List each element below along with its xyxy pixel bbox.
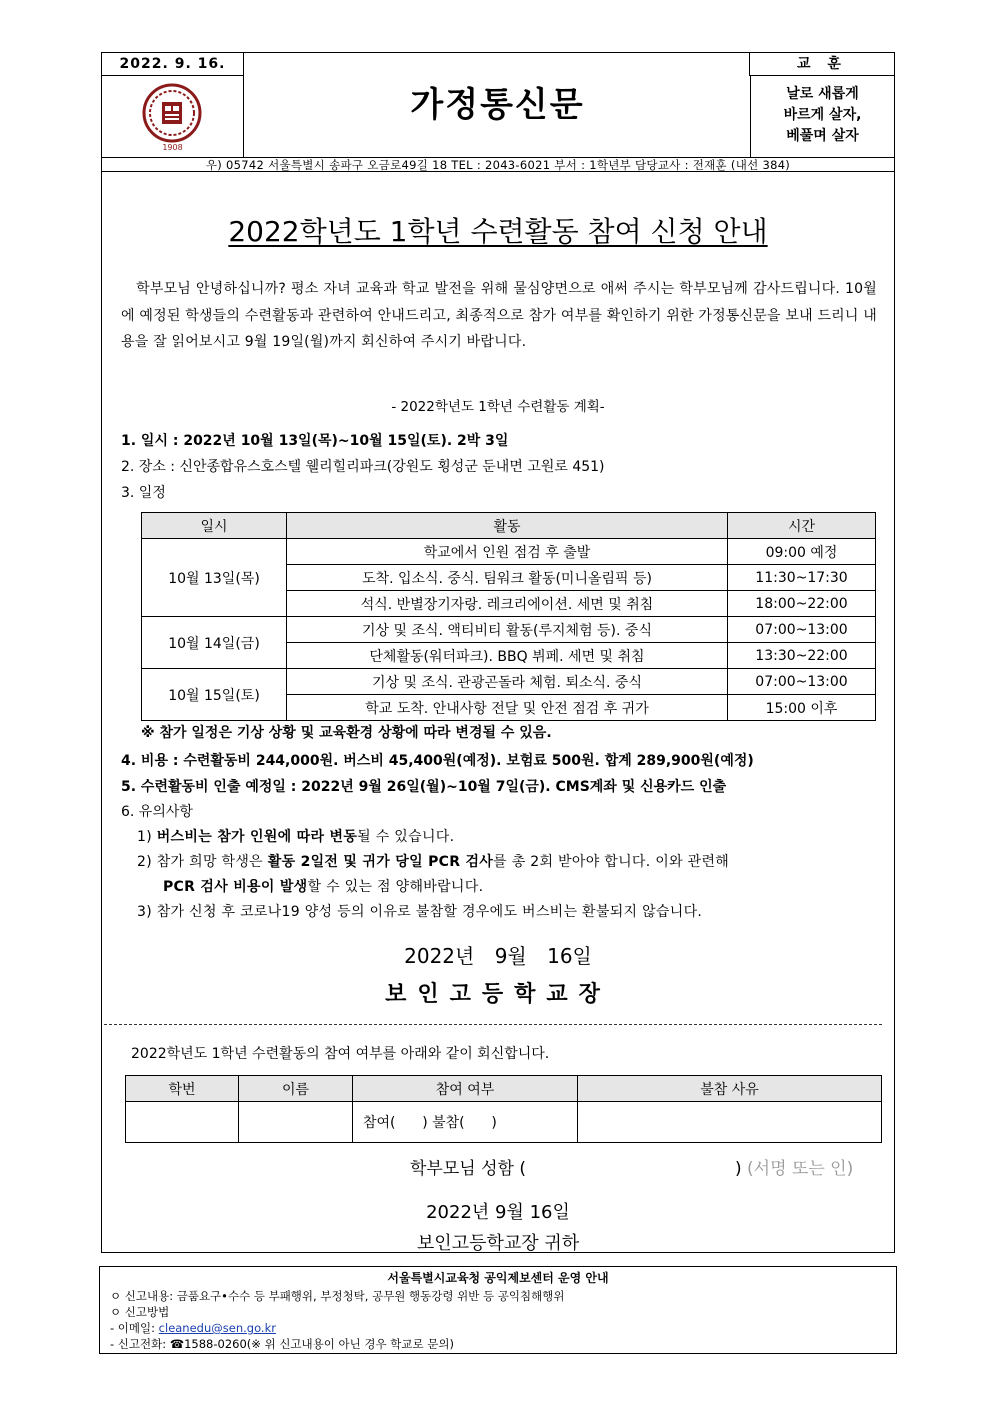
item-place: 2. 장소 : 신안종합유스호스텔 웰리힐리파크(강원도 횡성군 둔내면 고원로 451)	[121, 459, 605, 475]
column-header: 일시	[142, 513, 287, 539]
reply-table	[125, 1075, 882, 1143]
parent-signature-line: 학부모님 성함 ( ) (서명 또는 인)	[410, 1159, 854, 1179]
notice-title: 서울특별시교육청 공익제보센터 운영 안내	[387, 1271, 609, 1285]
activity-cell: 도착. 입소식. 중식. 팀워크 활동(미니올림픽 등)	[287, 565, 728, 591]
time-cell: 13:30~22:00	[728, 643, 876, 669]
plan-heading: - 2022학년도 1학년 수련활동 계획-	[391, 399, 605, 415]
document-title: 2022학년도 1학년 수련활동 참여 신청 안내	[228, 215, 768, 248]
activity-cell: 기상 및 조식. 관광곤돌라 체험. 퇴소식. 중식	[287, 669, 728, 695]
contact-address: 우) 05742 서울특별시 송파구 오금로49길 18 TEL : 2043-6021 부서 : 1학년부 담당교사 : 전재훈 (내선 384)	[102, 157, 894, 173]
table-row	[142, 539, 876, 565]
activity-cell: 학교 도착. 안내사항 전달 및 안전 점검 후 귀가	[287, 695, 728, 721]
schedule-note: ※ 참가 일정은 기상 상황 및 교육환경 상황에 따라 변경될 수 있음.	[141, 725, 552, 741]
caution-2-cont: PCR 검사 비용이 발생할 수 있는 점 양해바랍니다.	[163, 879, 484, 895]
time-cell: 18:00~22:00	[728, 591, 876, 617]
column-header: 불참 사유	[578, 1076, 882, 1102]
table-row	[126, 1102, 882, 1143]
day-cell: 10월 13일(목)	[142, 539, 287, 617]
item-cost: 4. 비용 : 수련활동비 244,000원. 버스비 45,400원(예정). 보험료 500원. 합계 289,900원(예정)	[121, 753, 754, 769]
time-cell: 07:00~13:00	[728, 669, 876, 695]
table-row	[142, 617, 876, 643]
intro-paragraph: 학부모님 안녕하십니까? 평소 자녀 교육과 학교 발전을 위해 물심양면으로 애써 주시는 학부모님께 감사드립니다. 10월에 예정된 학생들의 수련활동과 관련하여 안내드리고, 최종적으로 참가 여부를 확인하기 위한 가정통신문을 보내 드리니 내용을 잘 읽어보시고 9월 19일(월)까지 회신하여 주시기 바랍니다.	[121, 281, 877, 350]
caution-1: 1) 버스비는 참가 인원에 따라 변동될 수 있습니다.	[137, 829, 455, 845]
item-cautions: 6. 유의사항	[121, 804, 193, 820]
column-header: 시간	[728, 513, 876, 539]
activity-cell: 학교에서 인원 점검 후 출발	[287, 539, 728, 565]
principal-signature: 보인고등학교장	[385, 982, 611, 1007]
day-cell: 10월 15일(토)	[142, 669, 287, 721]
email-link[interactable]: cleanedu@sen.go.kr	[158, 1321, 276, 1335]
column-header: 참여 여부	[353, 1076, 578, 1102]
time-cell: 11:30~17:30	[728, 565, 876, 591]
newsletter-title: 가정통신문	[410, 85, 585, 125]
student-name-field[interactable]	[239, 1102, 353, 1143]
sign-hint: (서명 또는 인)	[747, 1159, 854, 1179]
column-header: 이름	[239, 1076, 353, 1102]
motto-heading: 교 훈	[749, 53, 894, 76]
school-logo	[102, 75, 244, 157]
reply-addressee: 보인고등학교장 귀하	[416, 1233, 580, 1254]
motto-line: 베풀며 살자	[786, 128, 859, 144]
student-id-field[interactable]	[126, 1102, 239, 1143]
activity-cell: 단체활동(워터파크). BBQ 뷔페. 세면 및 취침	[287, 643, 728, 669]
activity-cell: 기상 및 조식. 액티비티 활동(루지체험 등). 중식	[287, 617, 728, 643]
time-cell: 09:00 예정	[728, 539, 876, 565]
logo-year: 1908	[162, 143, 183, 152]
caution-2: 2) 참가 희망 학생은 활동 2일전 및 귀가 당일 PCR 검사를 총 2회 받아야 합니다. 이와 관련해	[137, 854, 730, 870]
motto-line: 바르게 살자,	[783, 107, 862, 123]
notice-line: - 이메일: cleanedu@sen.go.kr	[110, 1321, 276, 1335]
table-header-row	[142, 513, 876, 539]
table-header-row	[126, 1076, 882, 1102]
reply-intro: 2022학년도 1학년 수련활동의 참여 여부를 아래와 같이 회신합니다.	[131, 1046, 550, 1062]
notice-box	[99, 1266, 897, 1354]
column-header: 학번	[126, 1076, 239, 1102]
day-cell: 10월 14일(금)	[142, 617, 287, 669]
school-motto	[750, 75, 894, 157]
notice-line: ㅇ 신고내용: 금품요구•수수 등 부패행위, 부정청탁, 공무원 행동강령 위반 등 공익침해행위	[110, 1289, 565, 1303]
signature-date: 2022년 9월 16일	[404, 944, 592, 968]
absence-reason-field[interactable]	[578, 1102, 882, 1143]
activity-cell: 석식. 반별장기자랑. 레크리에이션. 세면 및 취침	[287, 591, 728, 617]
item-date: 1. 일시 : 2022년 10월 13일(목)~10월 15일(토). 2박 3일	[121, 433, 509, 449]
notice-line: - 신고전화: ☎1588-0260(※ 위 신고내용이 아닌 경우 학교로 문의)	[110, 1337, 454, 1351]
schedule-table	[141, 512, 876, 721]
caution-3: 3) 참가 신청 후 코로나19 양성 등의 이유로 불참할 경우에도 버스비는 환불되지 않습니다.	[137, 904, 703, 920]
notice-line: ㅇ 신고방법	[110, 1305, 170, 1319]
reply-date: 2022년 9월 16일	[426, 1202, 570, 1223]
column-header: 활동	[287, 513, 728, 539]
time-cell: 07:00~13:00	[728, 617, 876, 643]
participation-field[interactable]: 참여( ) 불참( )	[353, 1102, 578, 1143]
table-row	[142, 669, 876, 695]
cut-line	[104, 1024, 882, 1025]
motto-line: 날로 새롭게	[786, 86, 859, 102]
time-cell: 15:00 이후	[728, 695, 876, 721]
issue-date: 2022. 9. 16.	[102, 53, 244, 76]
item-withdrawal: 5. 수련활동비 인출 예정일 : 2022년 9월 26일(월)~10월 7일(금). CMS계좌 및 신용카드 인출	[121, 779, 727, 795]
letter-header	[101, 52, 895, 172]
item-schedule: 3. 일정	[121, 485, 166, 501]
